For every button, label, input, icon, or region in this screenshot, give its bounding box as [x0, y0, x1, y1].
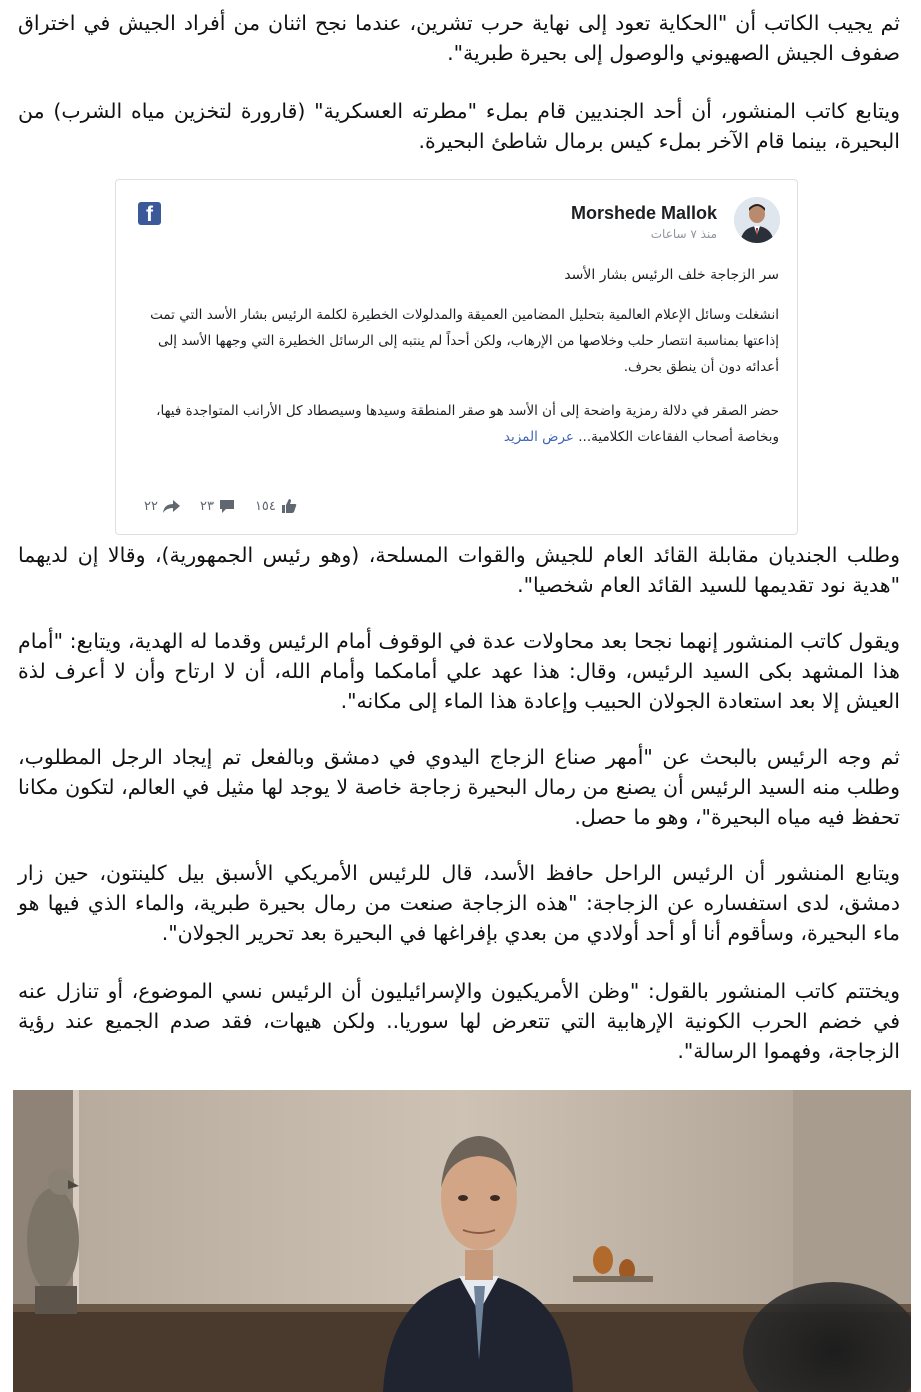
- see-more-link[interactable]: عرض المزيد: [503, 429, 574, 445]
- article-paragraph: ويقول كاتب المنشور إنهما نجحا بعد محاولات عدة في الوقوف أمام الرئيس وقدما له الهدية، ويتابع: "أمام هذا المشهد بكى السيد الرئيس، وقال: هذا عهد علي أمامكما وأمام الله، أن لا ارتاح وأن لا أعرف لذة العيش إلا بعد استعادة الجولان الحبيب وإعادة هذا الماء إلى مكانه".: [18, 629, 900, 713]
- article-paragraph: ويتابع المنشور أن الرئيس الراحل حافظ الأسد، قال للرئيس الأمريكي الأسبق بيل كلينتون، حين زار دمشق، لدى استفساره عن الزجاجة: "هذه الزجاجة صنعت من رمال بحيرة طبرية، والماء الذي فيها هو ماء البحيرة، وسأقوم أنا أو أحد أولادي من بعدي بإفراغها في البحيرة بعد تحرير الجولان".: [18, 861, 900, 945]
- post-body-text: حضر الصقر في دلالة رمزية واضحة إلى أن الأسد هو صقر المنطقة وسيدها وسيصطاد كل الأرانب المتواجدة فيها، وبخاصة أصحاب الفقاعات الكلامية...: [156, 403, 779, 445]
- facebook-logo-icon[interactable]: f: [138, 202, 161, 225]
- article-paragraph: ثم يجيب الكاتب أن "الحكاية تعود إلى نهاية حرب تشرين، عندما نجح اثنان من أفراد الجيش في اختراق صفوف الجيش الصهيوني والوصول إلى بحيرة طبرية".: [18, 11, 900, 65]
- article-paragraph: وطلب الجنديان مقابلة القائد العام للجيش والقوات المسلحة، (وهو رئيس الجمهورية)، وقالا إن لديهما "هدية نود تقديمها للسيد القائد العام شخصيا".: [18, 543, 900, 597]
- post-author-name[interactable]: Morshede Mallok: [570, 203, 717, 223]
- like-count[interactable]: [255, 498, 297, 514]
- post-timestamp[interactable]: منذ ٧ ساعات: [650, 227, 717, 241]
- thumbs-up-icon: [281, 498, 297, 514]
- avatar[interactable]: [734, 197, 780, 243]
- share-count-value: ٢٢: [144, 498, 158, 514]
- article-paragraph: ويختتم كاتب المنشور بالقول: "وظن الأمريكيون والإسرائيليون أن الرئيس نسي الموضوع، أو تنازل عنه في خضم الحرب الكونية الإرهابية التي تتعرض لها سوريا.. ولكن هيهات، فقد صدم الجميع عند رؤية الزجاجة، وفهموا الرسالة".: [18, 979, 900, 1063]
- post-engagement-bar: [144, 498, 317, 514]
- facebook-post-embed: [115, 179, 798, 535]
- article-photo: [13, 1090, 911, 1392]
- like-count-value: ١٥٤: [254, 498, 276, 514]
- comment-icon: [219, 499, 235, 514]
- comment-count-value: ٢٣: [199, 498, 214, 514]
- comment-count[interactable]: [200, 499, 235, 514]
- share-arrow-icon: [163, 500, 180, 513]
- post-body-paragraph: [134, 398, 779, 450]
- post-title: سر الزجاجة خلف الرئيس بشار الأسد: [564, 267, 779, 283]
- share-count[interactable]: [144, 499, 180, 514]
- article-paragraph: ويتابع كاتب المنشور، أن أحد الجنديين قام بملء "مطرته العسكرية" (قارورة لتخزين مياه الشرب) من البحيرة، بينما قام الآخر بملء كيس برمال شاطئ البحيرة.: [18, 99, 900, 153]
- post-body-paragraph: انشغلت وسائل الإعلام العالمية بتحليل المضامين العميقة والمدلولات الخطيرة لكلمة الرئيس بشار الأسد التي تمت إذاعتها بمناسبة انتصار حلب وخلاصها من الإرهاب، ولكن أحداً لم ينتبه إلى الرسائل الخطيرة التي وجهها الأسد إلى أعدائه دون أن ينطق بحرف.: [150, 307, 779, 375]
- article-paragraph: ثم وجه الرئيس بالبحث عن "أمهر صناع الزجاج اليدوي في دمشق وبالفعل تم إيجاد الرجل المطلوب، وطلب منه السيد الرئيس أن يصنع من رمال البحيرة زجاجة خاصة لا يوجد لها مثيل في العالم، لتكون مكانا تحفظ فيه مياه البحيرة"، وهو ما حصل.: [18, 745, 900, 829]
